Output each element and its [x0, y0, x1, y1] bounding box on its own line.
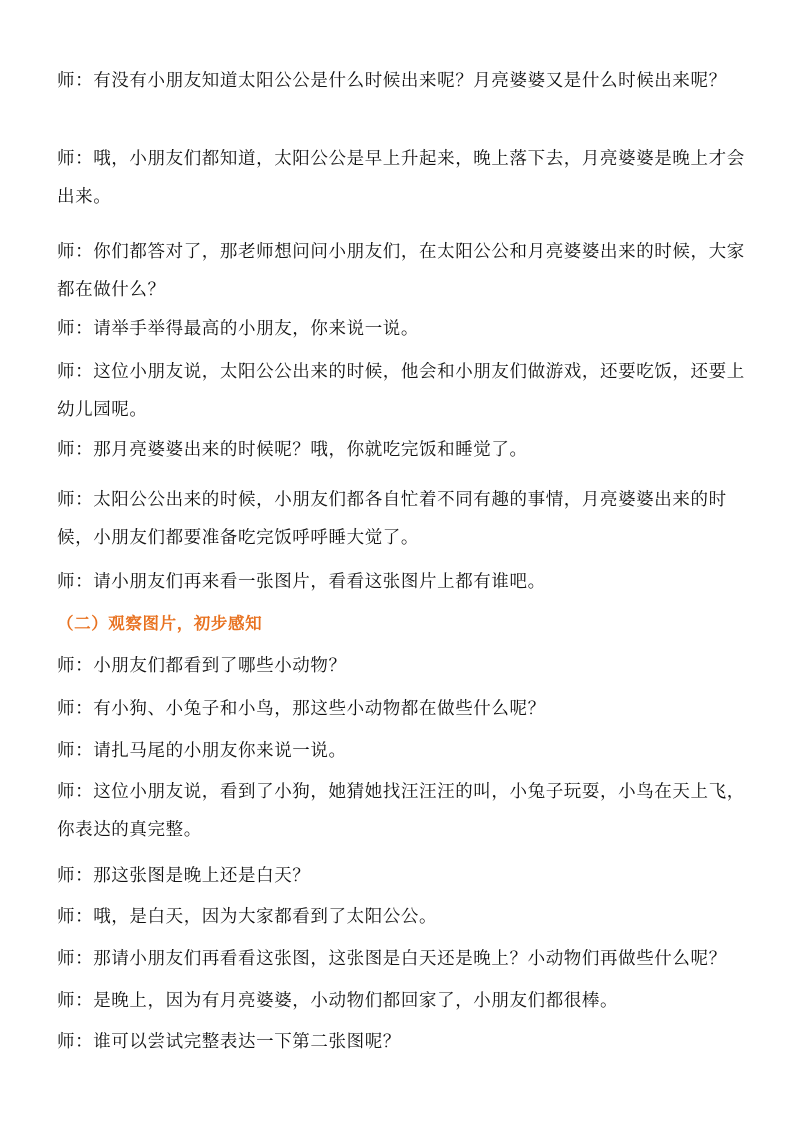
paragraph-7: 师：太阳公公出来的时候，小朋友们都各自忙着不同有趣的事情，月亮婆婆出来的时候，小朋友们都要准备吃完饭呼呼睡大觉了。: [57, 490, 727, 548]
paragraph-10: 师：有小狗、小兔子和小鸟，那这些小动物都在做些什么呢？: [57, 699, 546, 719]
paragraph-6: 师：那月亮婆婆出来的时候呢？哦，你就吃完饭和睡觉了。: [57, 440, 528, 460]
paragraph-14: 师：哦，是白天，因为大家都看到了太阳公公。: [57, 907, 438, 927]
paragraph-15: 师：那请小朋友们再看看这张图，这张图是白天还是晚上？小动物们再做些什么呢？: [57, 949, 727, 969]
paragraph-13: 师：那这张图是晚上还是白天？: [57, 866, 311, 886]
paragraph-17: 师：谁可以尝试完整表达一下第二张图呢？: [57, 1032, 401, 1052]
paragraph-12: 师：这位小朋友说，看到了小狗，她猜她找汪汪汪的叫，小兔子玩耍，小鸟在天上飞，你表达的真完整。: [57, 782, 745, 840]
paragraph-16: 师：是晚上，因为有月亮婆婆，小动物们都回家了，小朋友们都很棒。: [57, 991, 619, 1011]
section-heading: （二）观察图片，初步感知: [57, 614, 263, 633]
paragraph-2: 师：哦，小朋友们都知道，太阳公公是早上升起来，晚上落下去，月亮婆婆是晚上才会出来。: [57, 149, 745, 207]
paragraph-4: 师：请举手举得最高的小朋友，你来说一说。: [57, 319, 419, 339]
paragraph-9: 师：小朋友们都看到了哪些小动物？: [57, 656, 347, 676]
paragraph-5: 师：这位小朋友说，太阳公公出来的时候，他会和小朋友们做游戏，还要吃饭，还要上幼儿园呢。: [57, 362, 745, 420]
paragraph-8: 师：请小朋友们再来看一张图片，看看这张图片上都有谁吧。: [57, 572, 546, 592]
paragraph-1: 师：有没有小朋友知道太阳公公是什么时候出来呢？月亮婆婆又是什么时候出来呢？: [57, 71, 727, 91]
paragraph-3: 师：你们都答对了，那老师想问问小朋友们，在太阳公公和月亮婆婆出来的时候，大家都在做什么？: [57, 242, 745, 300]
paragraph-11: 师：请扎马尾的小朋友你来说一说。: [57, 741, 347, 761]
